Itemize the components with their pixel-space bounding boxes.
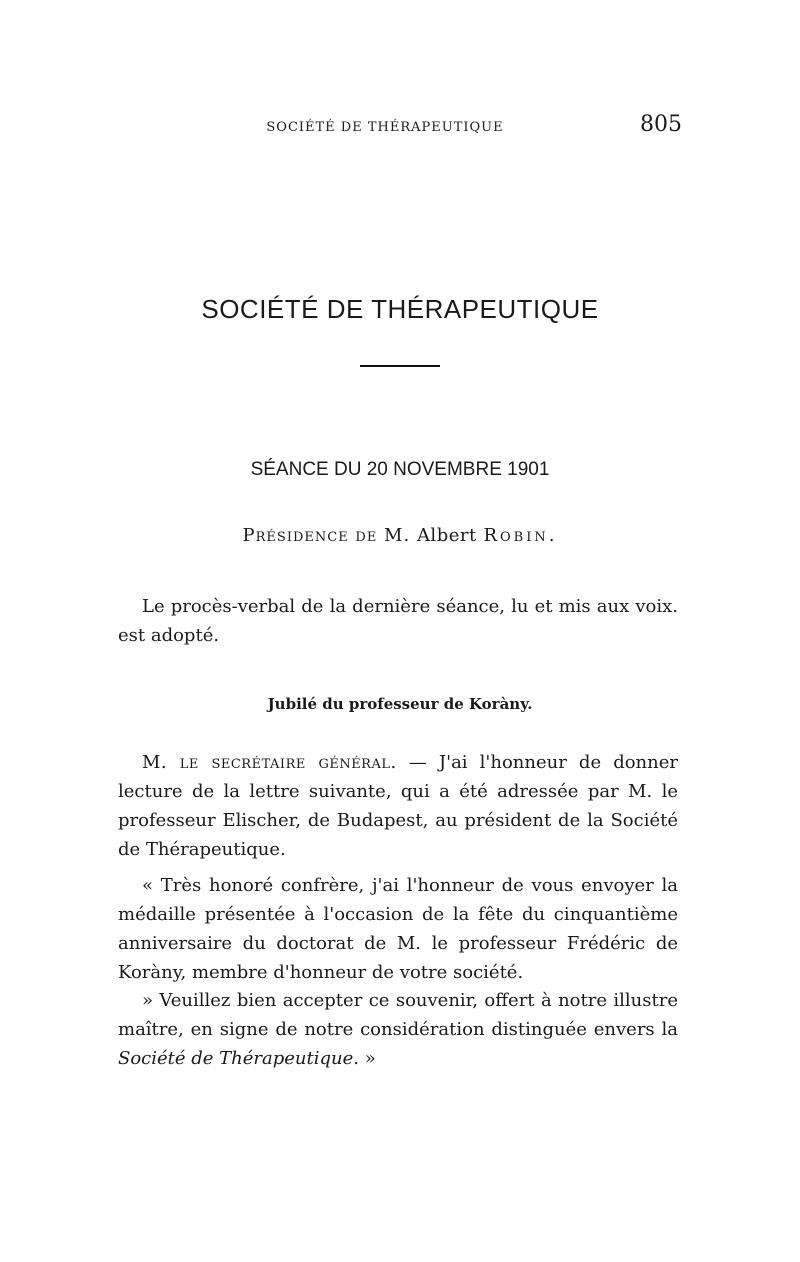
- secretary-paragraph: [118, 748, 678, 864]
- page-title: SOCIÉTÉ DE THÉRAPEUTIQUE: [201, 294, 599, 324]
- page-number: 805: [640, 112, 682, 137]
- presidence-line: [0, 525, 800, 546]
- closing-quote: »: [359, 1048, 376, 1069]
- president-first-name: Albert: [416, 525, 477, 546]
- letter-paragraph-1: « Très honoré confrère, j'ai l'honneur de vous envoyer la médaille présentée à l'occasion de la fête du cinquantième anniversaire du doctorat de M. le professeur Frédéric de Koràny, membre d'honneur de votre société.: [118, 875, 678, 983]
- letter-paragraph-2: [118, 986, 678, 1073]
- presidence-label: Présidence de M.: [242, 525, 411, 546]
- letter-2-text: » Veuillez bien accepter ce souvenir, offert à notre illustre maître, en signe de notre considération distinguée envers la: [118, 990, 678, 1040]
- secretary-text: — J'ai l'honneur de donner lecture de la lettre suivante, qui a été adressée par M. le professeur Elischer, de Budapest, au président de la Société de Thérapeutique.: [118, 752, 678, 860]
- running-header: SOCIÉTÉ DE THÉRAPEUTIQUE: [266, 120, 504, 135]
- minutes-paragraph: Le procès-verbal de la dernière séance, lu et mis aux voix. est adopté.: [118, 596, 678, 646]
- speaker-label: M. le secrétaire général.: [142, 752, 397, 773]
- president-surname: Robin.: [483, 525, 558, 546]
- session-heading: SÉANCE DU 20 NOVEMBRE 1901: [250, 459, 550, 480]
- title-divider: [360, 365, 440, 367]
- section-subheading: Jubilé du professeur de Koràny.: [267, 695, 533, 713]
- society-name-italic: Société de Thérapeutique.: [118, 1048, 359, 1069]
